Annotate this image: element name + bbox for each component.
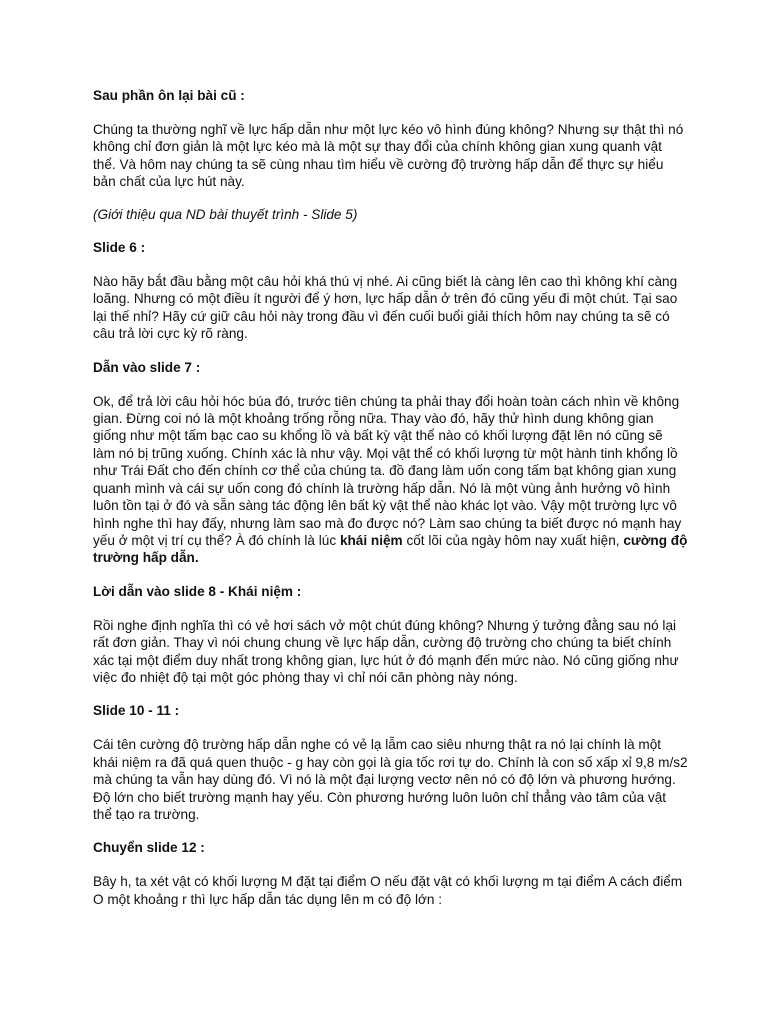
section-heading-slide-12: Chuyển slide 12 :: [93, 840, 205, 856]
paragraph-slide-7: [93, 393, 688, 567]
paragraph-slide-10-11: Cái tên cường độ trường hấp dẫn nghe có vẻ lạ lẫm cao siêu nhưng thật ra nó lại chính là một khái niệm ra đã quá quen thuộc - g hay còn gọi là gia tốc rơi tự do. Chính là con số xấp xỉ 9,8 m/s2 mà chúng ta vẫn hay dùng đó. Vì nó là một đại lượng vectơ nên nó có độ lớn và phương hướng. Độ lớn cho biết trường mạnh hay yếu. Còn phương hướng luôn luôn chỉ thẳng vào tâm của vật thể tạo ra trường.: [93, 737, 688, 822]
paragraph-slide-8: Rồi nghe định nghĩa thì có vẻ hơi sách vở một chút đúng không? Nhưng ý tưởng đằng sau nó lại rất đơn giản. Thay vì nói chung chung về lực hấp dẫn, cường độ trường cho chúng ta biết chính xác tại một điểm duy nhất trong không gian, lực hút ở đó mạnh đến mức nào. Nó cũng giống như việc đo nhiệt độ tại một góc phòng thay vì chỉ nói căn phòng này nóng.: [93, 617, 679, 685]
section-heading-slide-7: Dẫn vào slide 7 :: [93, 359, 201, 375]
paragraph-slide-6: Nào hãy bắt đầu bằng một câu hỏi khá thú vị nhé. Ai cũng biết là càng lên cao thì không khí càng loãng. Nhưng có một điều ít người để ý hơn, lực hấp dẫn ở trên đó cũng yếu đi một chút. Tại sao lại thế nhỉ? Hãy cứ giữ câu hỏi này trong đầu vì đến cuối buổi giải thích hôm nay chúng ta sẽ có câu trả lời cực kỳ rõ ràng.: [93, 274, 678, 342]
paragraph-slide-12: Bây h, ta xét vật có khối lượng M đặt tại điểm O nếu đặt vật có khối lượng m tại điểm A cách điểm O một khoảng r thì lực hấp dẫn tác dụng lên m có độ lớn :: [93, 874, 683, 907]
presentation-note: (Giới thiệu qua ND bài thuyết trình - Slide 5): [93, 206, 358, 222]
keyword-concept: khái niệm: [339, 532, 403, 548]
section-heading-slide-6: Slide 6 :: [93, 240, 146, 256]
paragraph-slide-7-text: Ok, để trả lời câu hỏi hóc búa đó, trước tiên chúng ta phải thay đổi hoàn toàn cách nhìn về không gian. Đừng coi nó là một khoảng trống rỗng nữa. Thay vào đó, hãy thử hình dung không gian giống như một tấm bạc cao su khổng lồ và bất kỳ vật thể nào có khối lượng đặt lên nó cũng sẽ làm nó bị trũng xuống. Chính xác là như vậy. Mọi vật thể có khối lượng từ một hành tinh khổng lồ như Trái Đất cho đến chính cơ thể của chúng ta. đồ đang làm uốn cong tấm bạt không gian xung quanh mình và cái sự uốn cong đó chính là trường hấp dẫn. Nó là một vùng ảnh hưởng vô hình luôn tồn tại ở đó và sẵn sàng tác động lên bất kỳ vật thể nào khác lọt vào. Vậy một trường lực vô hình nghe thì hay đấy, nhưng làm sao mà đo được nó? Làm sao chúng ta biết được nó mạnh hay yếu ở một vị trí cụ thể? À đó chính là lúc: [93, 393, 682, 548]
section-heading-slide-8: Lời dẫn vào slide 8 - Khái niệm :: [93, 583, 302, 599]
paragraph-intro: Chúng ta thường nghĩ về lực hấp dẫn như một lực kéo vô hình đúng không? Nhưng sự thật thì nó không chỉ đơn giản là một lực kéo mà là một sự thay đổi của chính không gian xung quanh vật thể. Và hôm nay chúng ta sẽ cùng nhau tìm hiểu về cường độ trường hấp dẫn để thực sự hiểu bản chất của lực hút này.: [93, 122, 684, 190]
keyword-field-strength: cường độ trường hấp dẫn.: [93, 532, 688, 566]
paragraph-slide-7-text-cont: cốt lõi của ngày hôm nay xuất hiện,: [406, 532, 620, 548]
section-heading-slide-10-11: Slide 10 - 11 :: [93, 703, 180, 719]
section-heading-intro: Sau phần ôn lại bài cũ :: [93, 88, 245, 103]
